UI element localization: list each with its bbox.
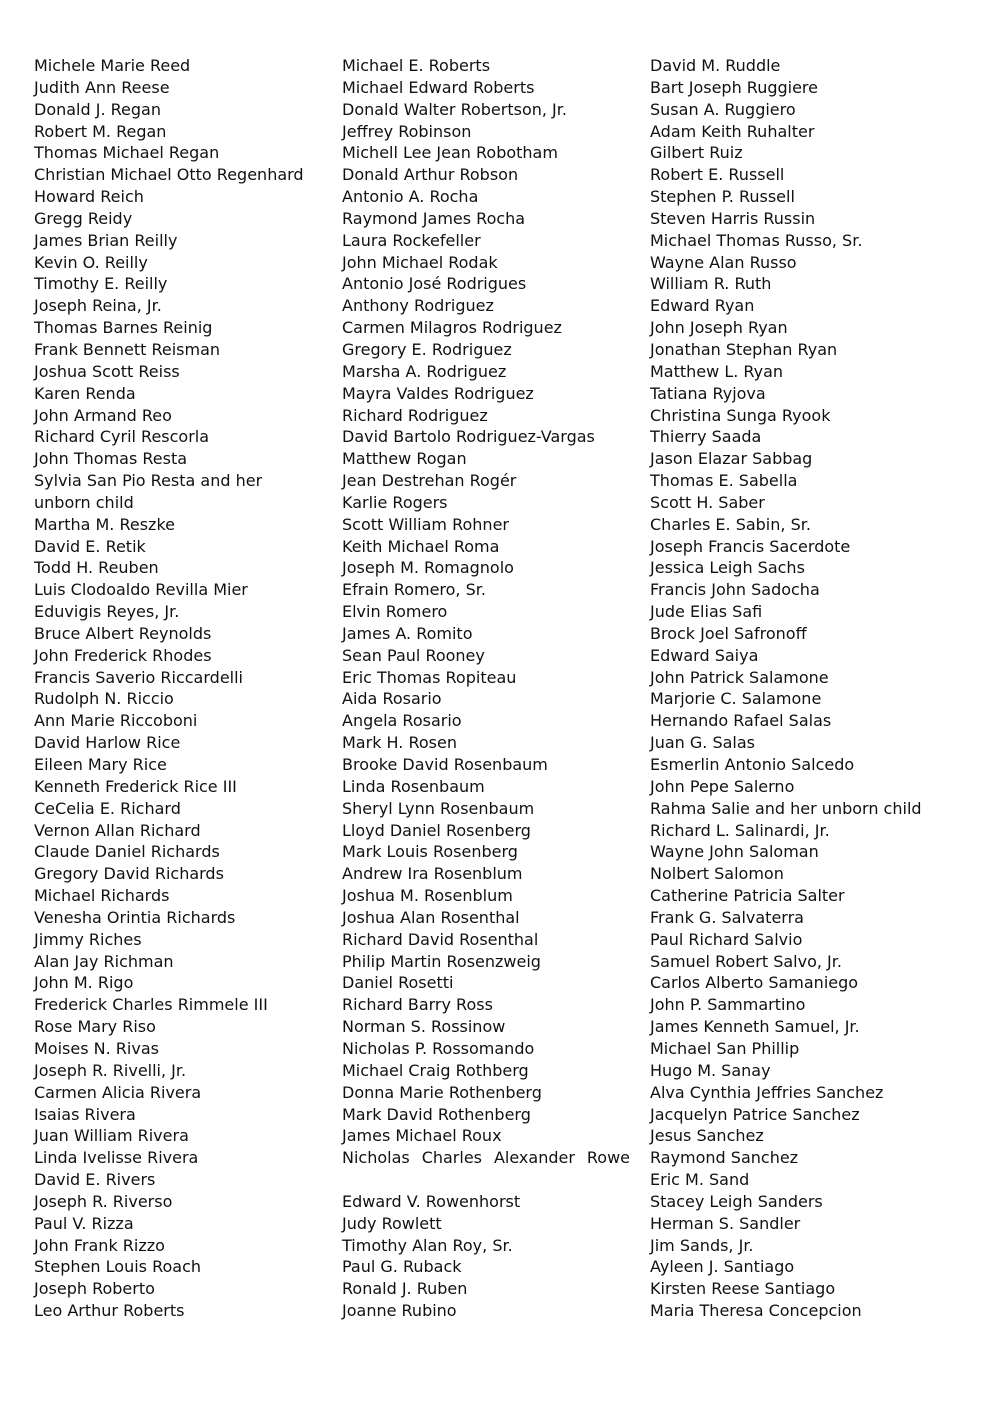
name-line: Edward Ryan [650,296,755,316]
name-line: Bart Joseph Ruggiere [650,77,818,97]
name-line: Thomas E. Sabella [650,471,798,491]
name-line: Efrain Romero, Sr. [342,580,486,600]
name-line: Brooke David Rosenbaum [342,755,548,774]
name-line: Elvin Romero [342,602,448,622]
name-line: Eric M. Sand [650,1170,750,1190]
name-line: Todd H. Reuben [34,558,159,578]
name-line: Herman S. Sandler [650,1213,801,1233]
name-line: Robert M. Regan [34,121,167,141]
name-line: Nicholas Charles Alexander Rowe [342,1148,630,1168]
name-line: Kirsten Reese Santiago [650,1279,836,1299]
name-line: Hugo M. Sanay [650,1060,771,1080]
name-line: Sheryl Lynn Rosenbaum [342,798,535,818]
name-line: Luis Clodoaldo Revilla Mier [34,580,248,600]
name-line: Anthony Rodriguez [342,296,494,316]
name-line: Martha M. Reszke [34,514,175,534]
name-line: John Armand Reo [34,405,172,425]
name-line: Mark H. Rosen [342,733,457,753]
name-line: Francis John Sadocha [650,580,820,600]
name-line: Norman S. Rossinow [342,1017,506,1037]
name-line: Charles E. Sabin, Sr. [650,514,811,534]
name-line: John Michael Rodak [342,252,498,272]
name-line: Eduvigis Reyes, Jr. [34,602,180,622]
name-line: Antonio A. Rocha [342,187,479,207]
name-line: James A. Romito [342,623,473,643]
name-line: Joshua Alan Rosenthal [342,907,520,927]
name-line: Alan Jay Richman [34,951,174,971]
name-line: Philip Martin Rosenzweig [342,951,541,971]
name-line: John M. Rigo [34,973,134,993]
name-line: Jeffrey Robinson [342,121,472,141]
name-line: Michael Edward Roberts [342,77,535,97]
name-line: Francis Saverio Riccardelli [34,667,243,687]
name-line: Jessica Leigh Sachs [650,558,805,578]
name-line: Donna Marie Rothenberg [342,1082,542,1102]
name-line: William R. Ruth [650,274,772,294]
name-line: Frank Bennett Reisman [34,339,221,359]
name-line: Jason Elazar Sabbag [650,449,813,469]
name-line: Donald Walter Robertson, Jr. [342,99,567,119]
name-line: Thomas Michael Regan [34,143,220,163]
name-line: Juan G. Salas [650,733,756,753]
name-line: Isaias Rivera [34,1104,136,1124]
name-line: John Frederick Rhodes [34,645,212,665]
name-line: Rose Mary Riso [34,1017,156,1037]
name-line: Michael E. Roberts [342,56,491,75]
name-line: Nicholas P. Rossomando [342,1038,535,1058]
name-line: David Bartolo Rodriguez-Vargas [342,427,595,447]
name-line: Judy Rowlett [342,1213,442,1233]
name-line: Gilbert Ruiz [650,143,743,163]
name-line: Joanne Rubino [342,1301,457,1321]
name-line: Thomas Barnes Reinig [34,318,213,338]
name-line: Linda Rosenbaum [342,776,485,796]
name-line: Robert E. Russell [650,165,785,185]
name-line: Richard Cyril Rescorla [34,427,210,447]
name-line: Scott H. Saber [650,492,765,512]
name-line: Joseph R. Riverso [34,1191,173,1211]
name-line: Linda Ivelisse Rivera [34,1148,199,1168]
name-line: Vernon Allan Richard [34,820,201,840]
name-line: Edward Saiya [650,645,759,665]
names-column-2 [342,55,642,1322]
name-line: Bruce Albert Reynolds [34,623,212,643]
name-line: Adam Keith Ruhalter [650,121,815,141]
name-line: Keith Michael Roma [342,536,500,556]
name-line: Andrew Ira Rosenblum [342,864,523,884]
name-line: Edward V. Rowenhorst [342,1191,521,1211]
name-line: Jacquelyn Patrice Sanchez [650,1104,860,1124]
name-line: Carmen Alicia Rivera [34,1082,202,1102]
name-line: John Joseph Ryan [650,318,788,338]
name-line: Raymond Sanchez [650,1148,799,1168]
name-line: Wayne John Saloman [650,842,819,862]
name-line: Kevin O. Reilly [34,252,148,272]
name-line: James Kenneth Samuel, Jr. [650,1017,860,1037]
name-line: Joseph Reina, Jr. [34,296,162,316]
name-line: Eric Thomas Ropiteau [342,667,517,687]
name-line: Scott William Rohner [342,514,509,534]
name-line: John Patrick Salamone [650,667,829,687]
name-line: Judith Ann Reese [34,77,170,97]
name-line: Jean Destrehan Rogér [342,471,517,491]
name-line: CeCelia E. Richard [34,798,181,818]
name-line: Stacey Leigh Sanders [650,1191,823,1211]
name-line: Brock Joel Safronoff [650,623,807,643]
name-line: Sean Paul Rooney [342,645,485,665]
name-line: Frank G. Salvaterra [650,907,804,927]
name-line: Joseph R. Rivelli, Jr. [34,1060,187,1080]
name-line: Jimmy Riches [34,929,142,949]
name-line: David E. Rivers [34,1170,156,1190]
name-line: Joseph M. Romagnolo [342,558,514,578]
name-line: Matthew L. Ryan [650,361,784,381]
name-line: Richard L. Salinardi, Jr. [650,820,830,840]
name-line: Hernando Rafael Salas [650,711,832,731]
name-line: Marsha A. Rodriguez [342,361,507,381]
name-line: Alva Cynthia Jeffries Sanchez [650,1082,884,1102]
names-column-1 [34,55,334,1322]
name-line: Howard Reich [34,187,144,207]
name-line: Thierry Saada [650,427,762,447]
name-line: Tatiana Ryjova [650,383,766,403]
name-line: Donald J. Regan [34,99,161,119]
name-line: Michele Marie Reed [34,56,191,75]
name-line: Christian Michael Otto Regenhard [34,165,304,185]
name-line: Michael San Phillip [650,1038,800,1058]
name-line: Jim Sands, Jr. [650,1235,754,1255]
name-line: Moises N. Rivas [34,1038,159,1058]
name-line: unborn child [34,492,134,512]
name-line: David E. Retik [34,536,146,556]
name-line: Christina Sunga Ryook [650,405,831,425]
name-line: Daniel Rosetti [342,973,454,993]
name-line: Richard Barry Ross [342,995,493,1015]
name-line: Sylvia San Pio Resta and her [34,471,263,491]
name-line: Joseph Francis Sacerdote [650,536,851,556]
name-line: Richard David Rosenthal [342,929,539,949]
names-column-3 [650,55,980,1322]
name-line: Catherine Patricia Salter [650,886,845,906]
name-line: Marjorie C. Salamone [650,689,822,709]
name-line: Paul Richard Salvio [650,929,803,949]
name-line: Michael Richards [34,886,170,906]
name-line: Gregory David Richards [34,864,224,884]
name-line: Angela Rosario [342,711,462,731]
name-line: Leo Arthur Roberts [34,1301,185,1321]
name-line: Raymond James Rocha [342,208,526,228]
name-line: Timothy E. Reilly [34,274,168,294]
name-line: Ronald J. Ruben [342,1279,468,1299]
name-line: John P. Sammartino [650,995,806,1015]
name-line: Michael Craig Rothberg [342,1060,529,1080]
name-line: Karlie Rogers [342,492,448,512]
name-line: Maria Theresa Concepcion [650,1301,862,1321]
name-line: Joshua M. Rosenblum [342,886,513,906]
name-line: Carmen Milagros Rodriguez [342,318,562,338]
name-line: Juan William Rivera [34,1126,189,1146]
name-line: Mark Louis Rosenberg [342,842,518,862]
name-line: Timothy Alan Roy, Sr. [342,1235,513,1255]
name-line: Jonathan Stephan Ryan [650,339,838,359]
name-line: Aida Rosario [342,689,442,709]
name-line: Eileen Mary Rice [34,755,167,774]
name-line: Karen Renda [34,383,136,403]
name-line: Carlos Alberto Samaniego [650,973,859,993]
name-line: Joseph Roberto [34,1279,155,1299]
name-line: Mark David Rothenberg [342,1104,531,1124]
name-line: John Pepe Salerno [650,776,795,796]
name-line: Mayra Valdes Rodriguez [342,383,534,403]
name-line: Rudolph N. Riccio [34,689,174,709]
name-line: Claude Daniel Richards [34,842,220,862]
name-line: Wayne Alan Russo [650,252,797,272]
name-line: Lloyd Daniel Rosenberg [342,820,531,840]
name-line: Gregg Reidy [34,208,133,228]
name-line: Esmerlin Antonio Salcedo [650,755,855,774]
name-line: Venesha Orintia Richards [34,907,236,927]
name-line: Rahma Salie and her unborn child [650,798,922,818]
name-line: Stephen Louis Roach [34,1257,201,1277]
name-line: Jude Elias Safi [650,602,763,622]
name-line: Donald Arthur Robson [342,165,519,185]
name-line: Gregory E. Rodriguez [342,339,512,359]
name-line: Richard Rodriguez [342,405,488,425]
name-line: James Michael Roux [342,1126,502,1146]
name-line: Laura Rockefeller [342,230,481,250]
name-line: Michael Thomas Russo, Sr. [650,230,863,250]
name-line: Steven Harris Russin [650,208,816,228]
name-line: James Brian Reilly [34,230,178,250]
blank-line [342,1169,642,1191]
name-line: Nolbert Salomon [650,864,784,884]
name-line: Susan A. Ruggiero [650,99,796,119]
name-line: Ann Marie Riccoboni [34,711,198,731]
name-line: Matthew Rogan [342,449,467,469]
name-line: Ayleen J. Santiago [650,1257,795,1277]
name-line: Michell Lee Jean Robotham [342,143,558,163]
name-line: John Thomas Resta [34,449,188,469]
name-line: Samuel Robert Salvo, Jr. [650,951,842,971]
name-line: John Frank Rizzo [34,1235,165,1255]
name-line: Paul G. Ruback [342,1257,462,1277]
name-line: Joshua Scott Reiss [34,361,180,381]
name-line: Kenneth Frederick Rice III [34,776,237,796]
name-line: David Harlow Rice [34,733,181,753]
name-line: Antonio José Rodrigues [342,274,527,294]
name-line: Jesus Sanchez [650,1126,764,1146]
name-line: Frederick Charles Rimmele III [34,995,268,1015]
name-line: David M. Ruddle [650,56,781,75]
name-line: Stephen P. Russell [650,187,795,207]
name-line: Paul V. Rizza [34,1213,134,1233]
